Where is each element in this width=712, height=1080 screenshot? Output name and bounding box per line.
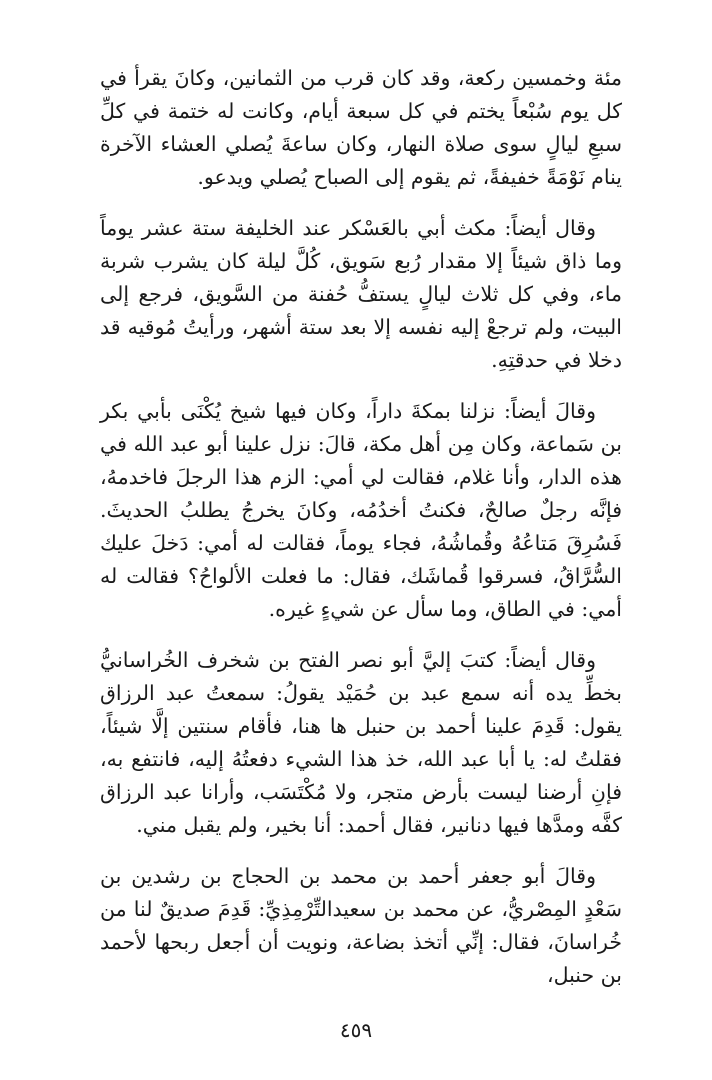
paragraph-1: مئة وخمسين ركعة، وقد كان قرب من الثمانين، وكانَ يقرأ في كل يوم سُبْعاً يختم في كل سبعة أيام، وكانت له ختمة في كلِّ سبعِ ليالٍ سوى صلاة النهار، وكان ساعةَ يُصلي العشاء الآخرة ينام نَوْمَةً خفيفةً، ثم يقوم إلى الصباح يُصلي ويدعو. [100, 66, 622, 189]
page-body [100, 62, 622, 992]
paragraph-3: وقالَ أيضاً: نزلنا بمكةَ داراً، وكان فيها شيخ يُكْنَى بأبي بكر بن سَماعة، وكان مِن أهل مكة، قالَ: نزل علينا أبو عبد الله في هذه الدار، وأنا غلام، فقالت لي أمي: الزم هذا الرجلَ فاخدمهُ، فإنَّه رجلٌ صالحٌ، فكنتُ أخدُمُه، وكانَ يخرجُ يطلبُ الحديثَ. فَسُرِقَ مَتاعُهُ وقُماشُهُ، فجاء يوماً، فقالت له أمي: دَخلَ عليك السُّرَّاقُ، فسرقوا قُماشَك، فقال: ما فعلت الألواحُ؟ فقالت له أمي: في الطاق، وما سأل عن شيءٍ غيره. [100, 399, 622, 621]
paragraph-4: وقال أيضاً: كتبَ إليَّ أبو نصر الفتح بن شخرف الخُراسانيُّ بخطِّ يده أنه سمع عبد بن حُمَيْد يقولُ: سمعتُ عبد الرزاق يقول: قَدِمَ علينا أحمد بن حنبل ها هنا، فأقام سنتين إلَّا شيئاً، فقلتُ له: يا أبا عبد الله، خذ هذا الشيء دفعتُهُ إليه، فانتفع به، فإنِ أرضنا ليست بأرض متجر، ولا مُكْتَسَب، وأرانا عبد الرزاق كفَّه ومدَّها فيها دنانير، فقال أحمد: أنا بخير، ولم يقبل مني. [100, 648, 622, 837]
paragraph-5: وقالَ أبو جعفر أحمد بن محمد بن الحجاج بن رشدين بن سَعْدٍ المِصْريُّ، عن محمد بن سعيدالتِّرْمِذِيِّ: قَدِمَ صديقٌ لنا من خُراسانَ، فقال: إنِّي أتخذ بضاعة، ونويت أن أجعل ربحها لأحمد بن حنبل، [100, 864, 622, 987]
page-number: ٤٥٩ [339, 1018, 373, 1042]
paragraph-2: وقال أيضاً: مكث أبي بالعَسْكر عند الخليفة ستة عشر يوماً وما ذاق شيئاً إلا مقدار رُبع سَويق، كُلَّ ليلة كان يشرب شربة ماء، وفي كل ثلاث ليالٍ يستفُّ حُفنة من السَّويق، فرجع إلى البيت، ولم ترجعْ إليه نفسه إلا بعد ستة أشهر، ورأيتُ مُوقيه قد دخلا في حدقتِهِ. [100, 216, 622, 372]
